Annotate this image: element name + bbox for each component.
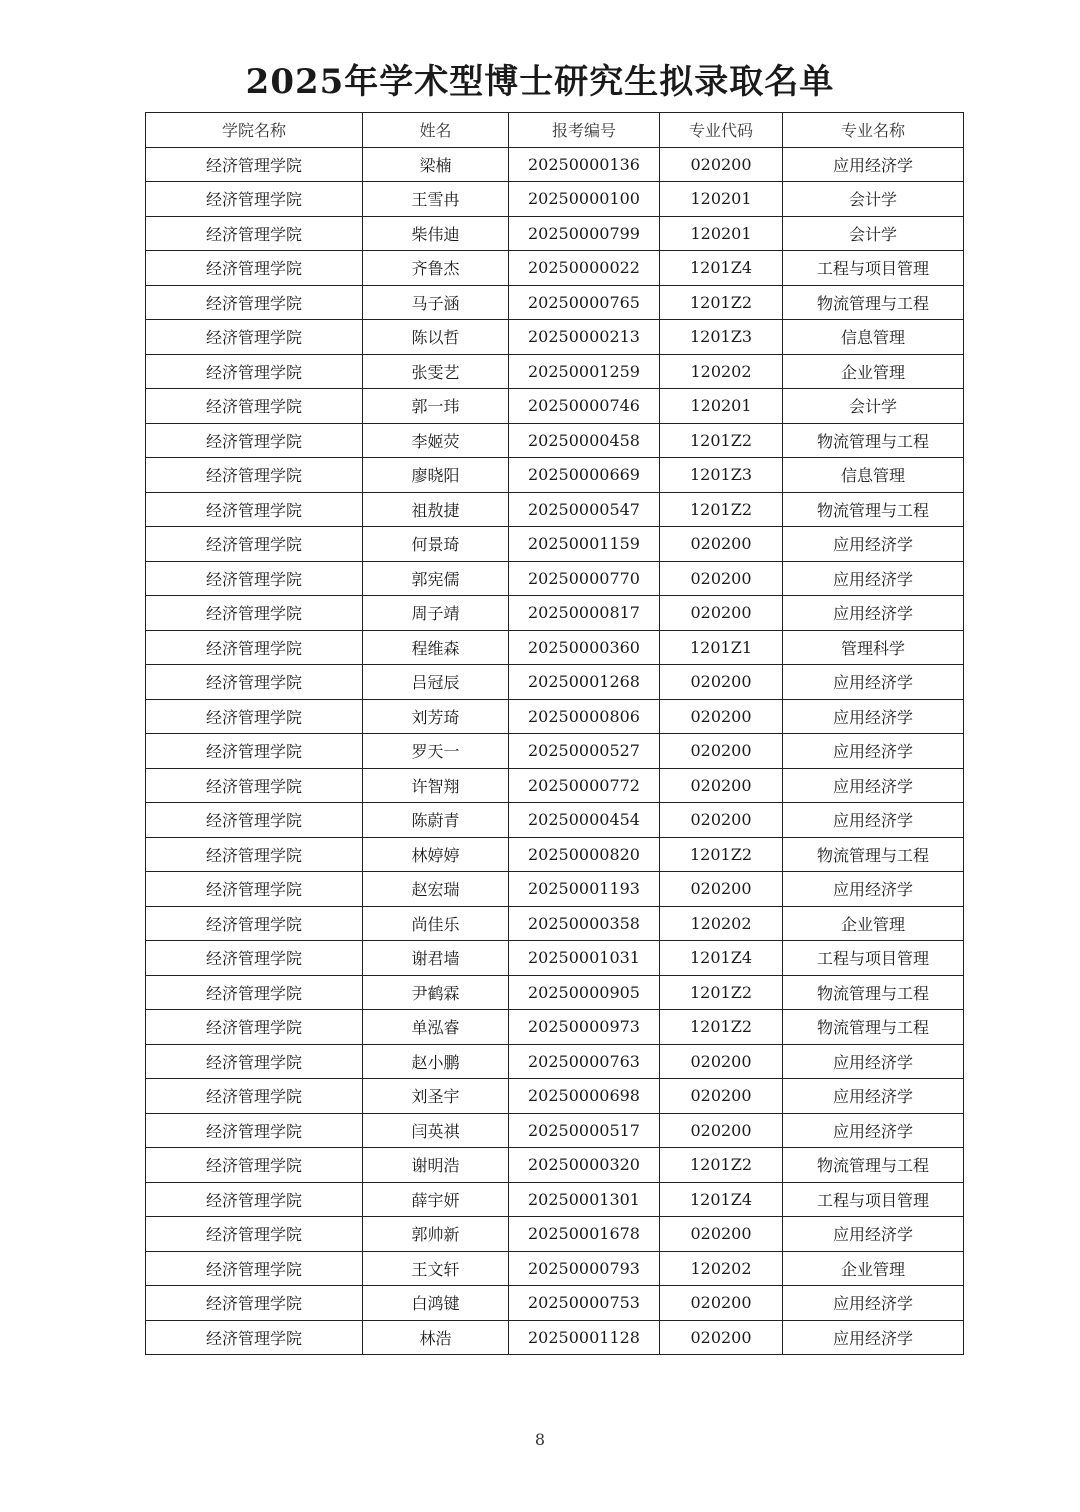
cell-name: 廖晓阳 — [363, 458, 509, 493]
table-row — [146, 320, 964, 355]
cell-major-code: 120201 — [660, 389, 783, 424]
cell-name: 郭帅新 — [363, 1217, 509, 1252]
table-row — [146, 1286, 964, 1321]
table-row — [146, 906, 964, 941]
cell-exam-id: 20250000698 — [509, 1079, 660, 1114]
cell-exam-id: 20250001259 — [509, 354, 660, 389]
cell-major-code: 1201Z2 — [660, 975, 783, 1010]
cell-major-code: 020200 — [660, 527, 783, 562]
cell-name: 程维森 — [363, 630, 509, 665]
cell-college: 经济管理学院 — [146, 1044, 363, 1079]
table-row — [146, 492, 964, 527]
cell-exam-id: 20250000820 — [509, 837, 660, 872]
cell-exam-id: 20250000358 — [509, 906, 660, 941]
cell-name: 陈以哲 — [363, 320, 509, 355]
cell-major-name: 应用经济学 — [783, 1217, 964, 1252]
table-row — [146, 285, 964, 320]
cell-college: 经济管理学院 — [146, 975, 363, 1010]
cell-major-code: 1201Z4 — [660, 941, 783, 976]
table-row — [146, 630, 964, 665]
cell-major-code: 1201Z2 — [660, 837, 783, 872]
table-row — [146, 941, 964, 976]
header-major-code: 专业代码 — [660, 113, 783, 148]
cell-major-code: 120202 — [660, 1251, 783, 1286]
cell-name: 尹鹤霖 — [363, 975, 509, 1010]
cell-major-code: 020200 — [660, 768, 783, 803]
cell-name: 柴伟迪 — [363, 216, 509, 251]
cell-major-name: 会计学 — [783, 389, 964, 424]
cell-major-name: 应用经济学 — [783, 1286, 964, 1321]
admission-table — [145, 112, 964, 1355]
cell-college: 经济管理学院 — [146, 1113, 363, 1148]
cell-college: 经济管理学院 — [146, 320, 363, 355]
cell-major-name: 物流管理与工程 — [783, 1148, 964, 1183]
cell-major-name: 工程与项目管理 — [783, 251, 964, 286]
cell-college: 经济管理学院 — [146, 699, 363, 734]
cell-exam-id: 20250000817 — [509, 596, 660, 631]
cell-major-name: 应用经济学 — [783, 596, 964, 631]
cell-name: 单泓睿 — [363, 1010, 509, 1045]
cell-college: 经济管理学院 — [146, 1182, 363, 1217]
cell-college: 经济管理学院 — [146, 1217, 363, 1252]
cell-major-code: 1201Z4 — [660, 251, 783, 286]
cell-major-name: 工程与项目管理 — [783, 941, 964, 976]
cell-major-code: 020200 — [660, 665, 783, 700]
cell-major-name: 应用经济学 — [783, 665, 964, 700]
cell-major-name: 应用经济学 — [783, 803, 964, 838]
cell-name: 齐鲁杰 — [363, 251, 509, 286]
cell-major-name: 应用经济学 — [783, 527, 964, 562]
cell-major-name: 企业管理 — [783, 1251, 964, 1286]
cell-exam-id: 20250000320 — [509, 1148, 660, 1183]
cell-major-code: 120201 — [660, 182, 783, 217]
cell-exam-id: 20250001031 — [509, 941, 660, 976]
cell-college: 经济管理学院 — [146, 182, 363, 217]
cell-exam-id: 20250000772 — [509, 768, 660, 803]
cell-exam-id: 20250000765 — [509, 285, 660, 320]
cell-major-code: 020200 — [660, 561, 783, 596]
cell-college: 经济管理学院 — [146, 906, 363, 941]
cell-major-name: 应用经济学 — [783, 1113, 964, 1148]
table-body — [146, 147, 964, 1355]
cell-major-name: 应用经济学 — [783, 147, 964, 182]
cell-name: 闫英祺 — [363, 1113, 509, 1148]
cell-major-name: 信息管理 — [783, 320, 964, 355]
cell-major-name: 应用经济学 — [783, 1079, 964, 1114]
table-row — [146, 1148, 964, 1183]
cell-college: 经济管理学院 — [146, 1286, 363, 1321]
cell-name: 张雯艺 — [363, 354, 509, 389]
cell-exam-id: 20250000973 — [509, 1010, 660, 1045]
table-row — [146, 458, 964, 493]
cell-college: 经济管理学院 — [146, 216, 363, 251]
table-row — [146, 561, 964, 596]
cell-major-code: 020200 — [660, 1079, 783, 1114]
cell-exam-id: 20250000763 — [509, 1044, 660, 1079]
cell-name: 祖敖捷 — [363, 492, 509, 527]
table-row — [146, 1044, 964, 1079]
table-row — [146, 837, 964, 872]
cell-exam-id: 20250000517 — [509, 1113, 660, 1148]
table-row — [146, 1010, 964, 1045]
cell-name: 林浩 — [363, 1320, 509, 1355]
cell-major-name: 工程与项目管理 — [783, 1182, 964, 1217]
cell-exam-id: 20250000213 — [509, 320, 660, 355]
cell-name: 罗天一 — [363, 734, 509, 769]
table-row — [146, 147, 964, 182]
cell-major-name: 应用经济学 — [783, 872, 964, 907]
cell-major-name: 物流管理与工程 — [783, 975, 964, 1010]
table-row — [146, 1320, 964, 1355]
cell-major-code: 1201Z2 — [660, 423, 783, 458]
cell-name: 林婷婷 — [363, 837, 509, 872]
table-row — [146, 803, 964, 838]
cell-college: 经济管理学院 — [146, 1010, 363, 1045]
cell-exam-id: 20250001193 — [509, 872, 660, 907]
table-row — [146, 734, 964, 769]
cell-major-code: 1201Z2 — [660, 285, 783, 320]
cell-major-name: 应用经济学 — [783, 1044, 964, 1079]
cell-major-code: 1201Z3 — [660, 458, 783, 493]
cell-college: 经济管理学院 — [146, 561, 363, 596]
cell-major-name: 物流管理与工程 — [783, 492, 964, 527]
cell-exam-id: 20250000022 — [509, 251, 660, 286]
cell-college: 经济管理学院 — [146, 527, 363, 562]
header-major-name: 专业名称 — [783, 113, 964, 148]
table-row — [146, 1182, 964, 1217]
cell-major-code: 020200 — [660, 1044, 783, 1079]
cell-major-code: 1201Z3 — [660, 320, 783, 355]
cell-college: 经济管理学院 — [146, 423, 363, 458]
cell-exam-id: 20250001159 — [509, 527, 660, 562]
cell-name: 何景琦 — [363, 527, 509, 562]
cell-major-name: 物流管理与工程 — [783, 1010, 964, 1045]
cell-college: 经济管理学院 — [146, 389, 363, 424]
cell-college: 经济管理学院 — [146, 803, 363, 838]
cell-college: 经济管理学院 — [146, 1251, 363, 1286]
cell-name: 尚佳乐 — [363, 906, 509, 941]
cell-name: 刘圣宇 — [363, 1079, 509, 1114]
table-row — [146, 768, 964, 803]
table-row — [146, 596, 964, 631]
cell-college: 经济管理学院 — [146, 1079, 363, 1114]
cell-major-name: 物流管理与工程 — [783, 285, 964, 320]
cell-major-code: 020200 — [660, 1320, 783, 1355]
cell-major-code: 020200 — [660, 872, 783, 907]
table-row — [146, 699, 964, 734]
cell-major-code: 020200 — [660, 734, 783, 769]
cell-college: 经济管理学院 — [146, 285, 363, 320]
cell-major-code: 120202 — [660, 906, 783, 941]
header-name: 姓名 — [363, 113, 509, 148]
cell-major-name: 管理科学 — [783, 630, 964, 665]
cell-college: 经济管理学院 — [146, 458, 363, 493]
cell-name: 周子靖 — [363, 596, 509, 631]
cell-name: 吕冠辰 — [363, 665, 509, 700]
cell-college: 经济管理学院 — [146, 492, 363, 527]
cell-college: 经济管理学院 — [146, 941, 363, 976]
cell-name: 郭宪儒 — [363, 561, 509, 596]
cell-college: 经济管理学院 — [146, 1148, 363, 1183]
page-title: 2025年学术型博士研究生拟录取名单 — [245, 62, 835, 102]
table-row — [146, 354, 964, 389]
cell-name: 王文轩 — [363, 1251, 509, 1286]
cell-major-name: 会计学 — [783, 182, 964, 217]
table-row — [146, 389, 964, 424]
cell-exam-id: 20250000753 — [509, 1286, 660, 1321]
header-exam-id: 报考编号 — [509, 113, 660, 148]
cell-college: 经济管理学院 — [146, 1320, 363, 1355]
cell-major-code: 020200 — [660, 596, 783, 631]
cell-major-code: 1201Z2 — [660, 1148, 783, 1183]
cell-major-code: 020200 — [660, 1113, 783, 1148]
cell-major-name: 应用经济学 — [783, 734, 964, 769]
cell-exam-id: 20250000100 — [509, 182, 660, 217]
cell-name: 谢明浩 — [363, 1148, 509, 1183]
table-row — [146, 1113, 964, 1148]
cell-name: 马子涵 — [363, 285, 509, 320]
cell-name: 梁楠 — [363, 147, 509, 182]
cell-major-code: 1201Z2 — [660, 1010, 783, 1045]
cell-major-code: 020200 — [660, 699, 783, 734]
cell-college: 经济管理学院 — [146, 354, 363, 389]
table-row — [146, 423, 964, 458]
cell-exam-id: 20250001268 — [509, 665, 660, 700]
cell-exam-id: 20250000770 — [509, 561, 660, 596]
cell-name: 谢君墙 — [363, 941, 509, 976]
table-row — [146, 1079, 964, 1114]
cell-name: 郭一玮 — [363, 389, 509, 424]
cell-name: 李姬荧 — [363, 423, 509, 458]
cell-name: 许智翔 — [363, 768, 509, 803]
cell-major-code: 1201Z2 — [660, 492, 783, 527]
header-college: 学院名称 — [146, 113, 363, 148]
cell-major-name: 应用经济学 — [783, 768, 964, 803]
cell-exam-id: 20250001678 — [509, 1217, 660, 1252]
cell-major-name: 物流管理与工程 — [783, 837, 964, 872]
cell-major-name: 应用经济学 — [783, 1320, 964, 1355]
cell-name: 薛宇妍 — [363, 1182, 509, 1217]
cell-major-name: 企业管理 — [783, 906, 964, 941]
table-row — [146, 251, 964, 286]
cell-major-code: 120201 — [660, 216, 783, 251]
cell-exam-id: 20250000746 — [509, 389, 660, 424]
cell-major-name: 物流管理与工程 — [783, 423, 964, 458]
table-row — [146, 665, 964, 700]
cell-major-code: 020200 — [660, 1217, 783, 1252]
table-row — [146, 527, 964, 562]
cell-college: 经济管理学院 — [146, 630, 363, 665]
cell-exam-id: 20250001301 — [509, 1182, 660, 1217]
cell-major-name: 应用经济学 — [783, 699, 964, 734]
cell-exam-id: 20250000547 — [509, 492, 660, 527]
table-header-row — [146, 113, 964, 148]
table-row — [146, 1251, 964, 1286]
cell-major-code: 020200 — [660, 147, 783, 182]
cell-exam-id: 20250000806 — [509, 699, 660, 734]
cell-college: 经济管理学院 — [146, 596, 363, 631]
table-row — [146, 216, 964, 251]
cell-major-name: 信息管理 — [783, 458, 964, 493]
cell-exam-id: 20250000669 — [509, 458, 660, 493]
cell-name: 赵小鹏 — [363, 1044, 509, 1079]
cell-college: 经济管理学院 — [146, 872, 363, 907]
cell-major-name: 会计学 — [783, 216, 964, 251]
cell-major-code: 1201Z4 — [660, 1182, 783, 1217]
cell-major-code: 120202 — [660, 354, 783, 389]
cell-college: 经济管理学院 — [146, 768, 363, 803]
cell-name: 王雪冉 — [363, 182, 509, 217]
cell-major-code: 020200 — [660, 803, 783, 838]
cell-college: 经济管理学院 — [146, 734, 363, 769]
table-row — [146, 1217, 964, 1252]
cell-exam-id: 20250000905 — [509, 975, 660, 1010]
cell-major-name: 企业管理 — [783, 354, 964, 389]
cell-exam-id: 20250000360 — [509, 630, 660, 665]
cell-college: 经济管理学院 — [146, 665, 363, 700]
cell-exam-id: 20250000527 — [509, 734, 660, 769]
cell-major-code: 1201Z1 — [660, 630, 783, 665]
page-number: 8 — [534, 1430, 546, 1449]
cell-name: 陈蔚青 — [363, 803, 509, 838]
cell-college: 经济管理学院 — [146, 251, 363, 286]
cell-exam-id: 20250000136 — [509, 147, 660, 182]
table-row — [146, 975, 964, 1010]
cell-exam-id: 20250000458 — [509, 423, 660, 458]
cell-name: 赵宏瑞 — [363, 872, 509, 907]
cell-exam-id: 20250000454 — [509, 803, 660, 838]
cell-exam-id: 20250000799 — [509, 216, 660, 251]
cell-college: 经济管理学院 — [146, 147, 363, 182]
table-row — [146, 872, 964, 907]
cell-major-code: 020200 — [660, 1286, 783, 1321]
cell-major-name: 应用经济学 — [783, 561, 964, 596]
table-row — [146, 182, 964, 217]
cell-name: 白鸿键 — [363, 1286, 509, 1321]
cell-college: 经济管理学院 — [146, 837, 363, 872]
cell-name: 刘芳琦 — [363, 699, 509, 734]
cell-exam-id: 20250001128 — [509, 1320, 660, 1355]
cell-exam-id: 20250000793 — [509, 1251, 660, 1286]
